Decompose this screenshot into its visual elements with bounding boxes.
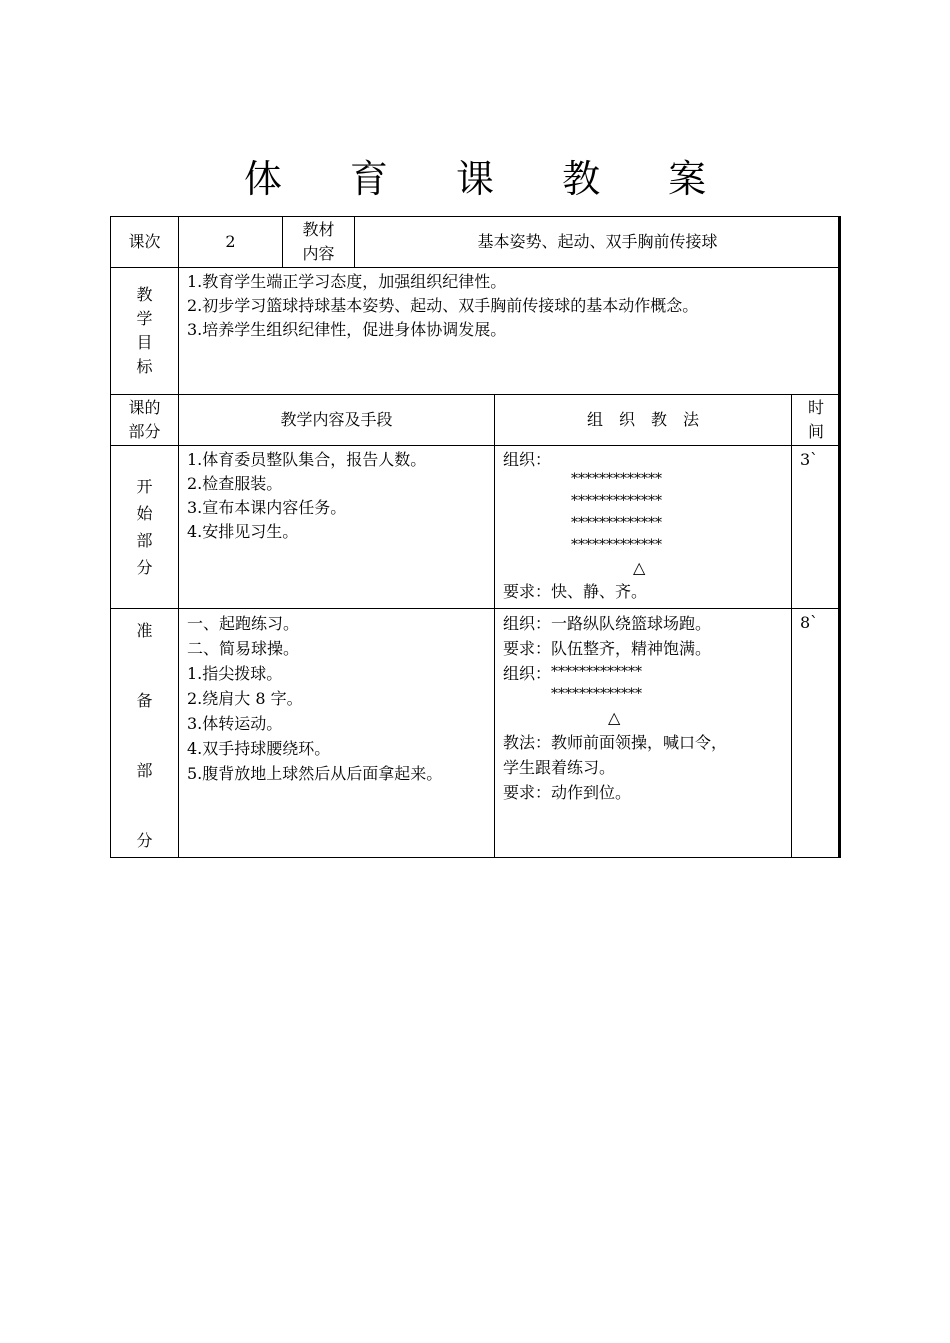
lesson-plan-table xyxy=(110,216,841,858)
material-value: 基本姿势、起动、双手胸前传接球 xyxy=(355,217,841,268)
time-header-line-2: 间 xyxy=(808,422,825,441)
formation-row: ************* xyxy=(571,515,662,531)
prep-label-char: 备 xyxy=(136,691,153,710)
time-column-header xyxy=(792,395,841,446)
goals-label-char: 目 xyxy=(136,333,153,352)
part-column-header xyxy=(111,395,179,446)
start-label-char: 开 xyxy=(136,477,153,496)
start-label-char: 始 xyxy=(136,504,153,523)
goal-item: 2.初步学习篮球持球基本姿势、起动、双手胸前传接球的基本动作概念。 xyxy=(187,296,699,315)
prep-org-2 xyxy=(503,661,783,705)
material-label-line-2: 内容 xyxy=(302,244,335,263)
goals-content xyxy=(179,268,841,395)
start-content-item: 1.体育委员整队集合，报告人数。 xyxy=(187,450,427,469)
lesson-no-value: 2 xyxy=(179,217,283,268)
material-label-line-1: 教材 xyxy=(302,220,335,239)
prep-label-char: 准 xyxy=(136,621,153,640)
formation-row: ************* xyxy=(571,471,662,487)
goal-item: 3.培养学生组织纪律性，促进身体协调发展。 xyxy=(187,320,507,339)
start-requirement: 要求：快、静、齐。 xyxy=(503,582,648,601)
start-section-label xyxy=(111,446,179,609)
prep-content-item: 4.双手持球腰绕环。 xyxy=(187,739,331,758)
table-right-edge xyxy=(838,216,840,857)
start-content-item: 2.检查服装。 xyxy=(187,474,283,493)
prep-label-char: 分 xyxy=(136,831,153,850)
prep-label-char: 部 xyxy=(136,761,153,780)
prep-section-method xyxy=(495,609,792,858)
prep-content-item: 二、简易球操。 xyxy=(187,639,300,658)
method-column-header: 组 织 教 法 xyxy=(495,395,792,446)
formation-row: ************* xyxy=(571,493,662,509)
prep-formation xyxy=(551,661,642,705)
prep-content-item: 5.腹背放地上球然后从后面拿起来。 xyxy=(187,764,443,783)
start-content-item: 4.安排见习生。 xyxy=(187,522,299,541)
part-header-line-1: 课的 xyxy=(128,398,161,417)
goals-label xyxy=(111,268,179,395)
start-label-char: 部 xyxy=(136,531,153,550)
formation-row: ************* xyxy=(551,686,643,702)
formation-row: ************* xyxy=(571,537,662,553)
prep-content-item: 一、起跑练习。 xyxy=(187,614,300,633)
prep-section-content xyxy=(179,609,495,858)
teacher-triangle-icon: △ xyxy=(633,558,646,577)
prep-requirement-2: 要求：动作到位。 xyxy=(503,783,632,802)
goals-label-char: 教 xyxy=(136,285,153,304)
teacher-triangle-icon: △ xyxy=(608,708,621,727)
prep-org-2-label: 组织： xyxy=(503,664,552,683)
prep-section-time: 8` xyxy=(792,609,841,858)
start-section-content xyxy=(179,446,495,609)
prep-teach-1: 教法：教师前面领操，喊口令， xyxy=(503,733,728,752)
prep-teach-2: 学生跟着练习。 xyxy=(503,758,616,777)
lesson-no-label: 课次 xyxy=(111,217,179,268)
goals-label-char: 学 xyxy=(136,309,153,328)
start-label-char: 分 xyxy=(136,558,153,577)
content-column-header: 教学内容及手段 xyxy=(179,395,495,446)
page-title: 体 育 课 教 案 xyxy=(243,157,735,201)
start-section-method xyxy=(495,446,792,609)
start-content-item: 3.宣布本课内容任务。 xyxy=(187,498,347,517)
prep-section-label xyxy=(111,609,179,858)
material-label xyxy=(283,217,355,268)
time-header-line-1: 时 xyxy=(808,398,825,417)
part-header-line-2: 部分 xyxy=(128,422,161,441)
prep-content-item: 1.指尖拨球。 xyxy=(187,664,283,683)
prep-content-item: 2.绕肩大 8 字。 xyxy=(187,689,303,708)
prep-requirement-1: 要求：队伍整齐，精神饱满。 xyxy=(503,639,712,658)
start-org-label: 组织： xyxy=(503,450,552,469)
prep-content-item: 3.体转运动。 xyxy=(187,714,283,733)
prep-org-1: 组织：一路纵队绕篮球场跑。 xyxy=(503,614,712,633)
start-formation xyxy=(503,468,783,556)
start-section-time: 3` xyxy=(792,446,841,609)
goal-item: 1.教育学生端正学习态度，加强组织纪律性。 xyxy=(187,272,507,291)
formation-row: ************* xyxy=(551,664,643,680)
goals-label-char: 标 xyxy=(136,357,153,376)
